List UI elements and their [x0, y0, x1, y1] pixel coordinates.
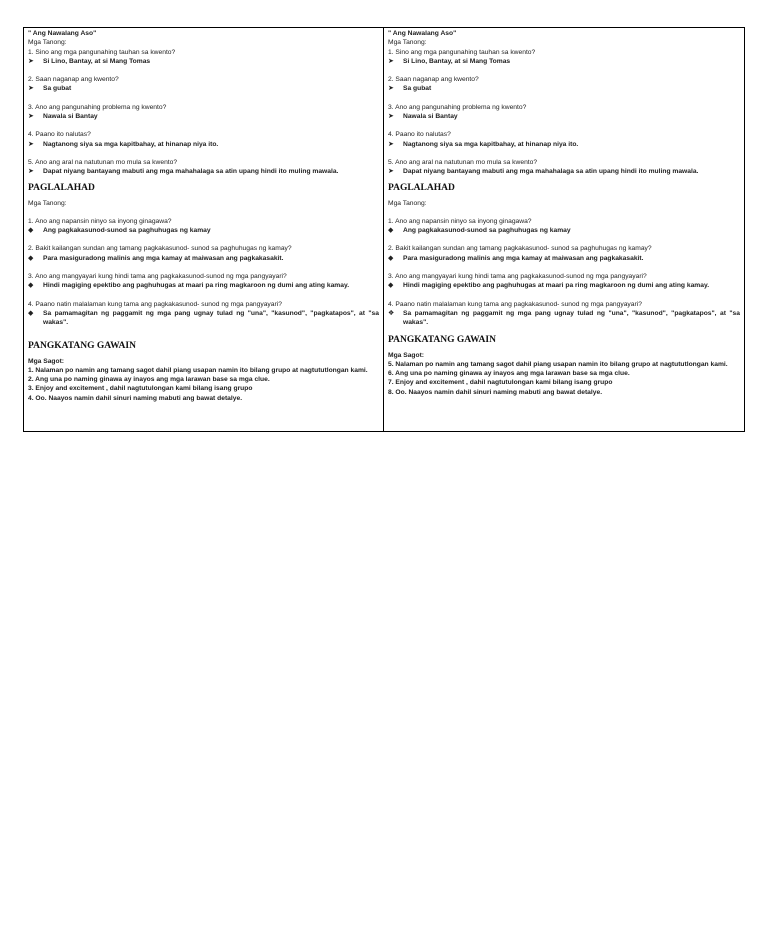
question-text: 2. Bakit kailangan sundan ang tamang pagkakasunod- sunod sa paghuhugas ng kamay? — [388, 245, 652, 253]
star-diamond-bullet-icon: ❖ — [388, 309, 395, 317]
heading-paglalahad: PAGLALAHAD — [388, 182, 455, 193]
arrow-bullet-icon: ➤ — [388, 140, 394, 148]
question-item — [388, 48, 740, 67]
question-item — [28, 217, 379, 236]
answer-text: Nawala si Bantay — [403, 113, 458, 121]
answer-row — [28, 57, 379, 66]
answer-row — [388, 281, 740, 290]
sagot-line: 3. Enjoy and excitement , dahil nagtutulongan kami bilang isang grupo — [28, 385, 253, 393]
story-title: " Ang Nawalang Aso" — [28, 30, 97, 37]
answer-row — [28, 254, 379, 263]
question-item — [28, 48, 379, 67]
question-text: 5. Ano ang aral na natutunan mo mula sa kwento? — [28, 158, 178, 166]
answer-text: Ang pagkakasunod-sunod sa paghuhugas ng kamay — [43, 227, 211, 235]
question-text: 1. Ano ang napansin ninyo sa inyong ginagawa? — [388, 217, 532, 225]
question-item — [28, 75, 379, 94]
answer-text: Nagtanong siya sa mga kapitbahay, at hinanap niya ito. — [43, 140, 219, 148]
answer-text: Ang pagkakasunod-sunod sa paghuhugas ng kamay — [403, 227, 571, 235]
question-item — [388, 75, 740, 94]
sagot-line: 7. Enjoy and excitement , dahil nagtutulongan kami bilang isang grupo — [388, 379, 613, 387]
sagot-line: 4. Oo. Naayos namin dahil sinuri naming mabuti ang bawat detalye. — [28, 394, 243, 402]
diamond-bullet-icon: ◆ — [388, 254, 394, 262]
sagot-line: 5. Nalaman po namin ang tamang sagot dahil piang usapan namin ito bilang grupo at nagtututlongan kami. — [388, 360, 728, 368]
answer-row — [388, 167, 740, 176]
question-text: 4. Paano ito nalutas? — [388, 131, 451, 139]
answer-row — [28, 281, 379, 290]
question-item — [388, 130, 740, 149]
answer-row — [28, 167, 379, 176]
diamond-bullet-icon: ◆ — [388, 282, 394, 290]
question-text: 3. Ano ang pangunahing problema ng kwento? — [388, 103, 527, 111]
question-text: 2. Saan naganap ang kwento? — [28, 76, 119, 84]
mga-sagot-label: Mga Sagot: — [388, 351, 425, 359]
sagot-line: 8. Oo. Naayos namin dahil sinuri naming mabuti ang bawat detalye. — [388, 388, 603, 396]
diamond-bullet-icon: ◆ — [28, 309, 34, 317]
answer-text: Hindi magiging epektibo ang paghuhugas at maari pa ring magkaroon ng dumi ang ating kamay. — [403, 282, 710, 290]
arrow-bullet-icon: ➤ — [28, 168, 34, 176]
left-column — [24, 28, 384, 431]
answer-row — [388, 309, 740, 328]
question-text: 3. Ano ang mangyayari kung hindi tama ang pagkakasunod-sunod ng mga pangyayari? — [388, 273, 647, 281]
question-item — [28, 272, 379, 291]
question-item — [28, 244, 379, 263]
answer-text: Sa pamamagitan ng paggamit ng mga pang ugnay tulad ng "una", "kasunod", "pagkatapos", at "sa wakas". — [43, 309, 379, 327]
answer-text: Dapat niyang bantayang mabuti ang mga mahahalaga sa atin upang hindi ito muling mawala. — [43, 168, 339, 176]
answer-text: Dapat niyang bantayang mabuti ang mga mahahalaga sa atin upang hindi ito muling mawala. — [403, 168, 699, 176]
diamond-bullet-icon: ◆ — [388, 227, 394, 235]
question-item — [388, 300, 740, 328]
answer-text: Nawala si Bantay — [43, 113, 98, 121]
right-column — [384, 28, 744, 431]
arrow-bullet-icon: ➤ — [28, 57, 34, 65]
question-text: 2. Bakit kailangan sundan ang tamang pagkakasunod- sunod sa paghuhugas ng kamay? — [28, 245, 292, 253]
answer-text: Hindi magiging epektibo ang paghuhugas at maari pa ring magkaroon ng dumi ang ating kamay. — [43, 282, 350, 290]
arrow-bullet-icon: ➤ — [388, 168, 394, 176]
answer-text: Sa pamamagitan ng paggamit ng mga pang ugnay tulad ng "una", "kasunod", "pagkatapos", at "sa wakas". — [403, 309, 740, 327]
answer-row — [28, 84, 379, 93]
question-text: 3. Ano ang pangunahing problema ng kwento? — [28, 103, 167, 111]
sagot-line: 2. Ang una po naming ginawa ay inayos ang mga larawan base sa mga clue. — [28, 376, 270, 384]
answer-row — [388, 226, 740, 235]
diamond-bullet-icon: ◆ — [28, 282, 34, 290]
question-item — [388, 272, 740, 291]
arrow-bullet-icon: ➤ — [28, 113, 34, 121]
question-item — [28, 158, 379, 177]
question-item — [388, 158, 740, 177]
question-item — [388, 244, 740, 263]
mga-tanong-label: Mga Tanong: — [388, 39, 427, 47]
mga-tanong-label: Mga Tanong: — [388, 199, 427, 207]
answer-row — [388, 254, 740, 263]
question-item — [388, 103, 740, 122]
arrow-bullet-icon: ➤ — [388, 113, 394, 121]
question-text: 1. Ano ang napansin ninyo sa inyong ginagawa? — [28, 217, 172, 225]
answer-text: Sa gubat — [403, 85, 432, 93]
answer-row — [388, 57, 740, 66]
question-item — [388, 217, 740, 236]
heading-paglalahad: PAGLALAHAD — [28, 182, 95, 193]
answer-row — [28, 112, 379, 121]
question-item — [28, 130, 379, 149]
sagot-line: 6. Ang una po naming ginawa ay inayos ang mga larawan base sa mga clue. — [388, 370, 630, 378]
heading-pangkatang-gawain: PANGKATANG GAWAIN — [28, 340, 136, 351]
answer-text: Para masiguradong malinis ang mga kamay at maiwasan ang pagkakasakit. — [403, 254, 644, 262]
answer-text: Sa gubat — [43, 85, 72, 93]
arrow-bullet-icon: ➤ — [388, 85, 394, 93]
question-text: 5. Ano ang aral na natutunan mo mula sa kwento? — [388, 158, 538, 166]
answer-text: Para masiguradong malinis ang mga kamay at maiwasan ang pagkakasakit. — [43, 254, 284, 262]
answer-text: Si Lino, Bantay, at si Mang Tomas — [43, 57, 151, 65]
worksheet-table — [23, 27, 745, 432]
heading-pangkatang-gawain: PANGKATANG GAWAIN — [388, 334, 496, 345]
question-text: 4. Paano natin malalaman kung tama ang pagkakasunod- sunod ng mga pangyayari? — [388, 300, 642, 308]
question-text: 1. Sino ang mga pangunahing tauhan sa kwento? — [28, 48, 176, 56]
answer-row — [388, 84, 740, 93]
story-title: " Ang Nawalang Aso" — [388, 30, 457, 37]
mga-sagot-label: Mga Sagot: — [28, 357, 65, 365]
answer-text: Si Lino, Bantay, at si Mang Tomas — [403, 57, 511, 65]
question-text: 2. Saan naganap ang kwento? — [388, 76, 479, 84]
question-item — [28, 300, 379, 328]
answer-row — [388, 140, 740, 149]
question-text: 1. Sino ang mga pangunahing tauhan sa kwento? — [388, 48, 536, 56]
answer-row — [28, 140, 379, 149]
arrow-bullet-icon: ➤ — [388, 57, 394, 65]
mga-tanong-label: Mga Tanong: — [28, 39, 67, 47]
answer-row — [28, 309, 379, 328]
arrow-bullet-icon: ➤ — [28, 140, 34, 148]
question-item — [28, 103, 379, 122]
diamond-bullet-icon: ◆ — [28, 254, 34, 262]
diamond-bullet-icon: ◆ — [28, 227, 34, 235]
question-text: 4. Paano ito nalutas? — [28, 131, 91, 139]
question-text: 4. Paano natin malalaman kung tama ang pagkakasunod- sunod ng mga pangyayari? — [28, 300, 282, 308]
mga-tanong-label: Mga Tanong: — [28, 199, 67, 207]
answer-row — [388, 112, 740, 121]
arrow-bullet-icon: ➤ — [28, 85, 34, 93]
sagot-line: 1. Nalaman po namin ang tamang sagot dahil piang usapan namin ito bilang grupo at nagtututlongan kami. — [28, 366, 368, 374]
answer-text: Nagtanong siya sa mga kapitbahay, at hinanap niya ito. — [403, 140, 579, 148]
question-text: 3. Ano ang mangyayari kung hindi tama ang pagkakasunod-sunod ng mga pangyayari? — [28, 273, 287, 281]
answer-row — [28, 226, 379, 235]
